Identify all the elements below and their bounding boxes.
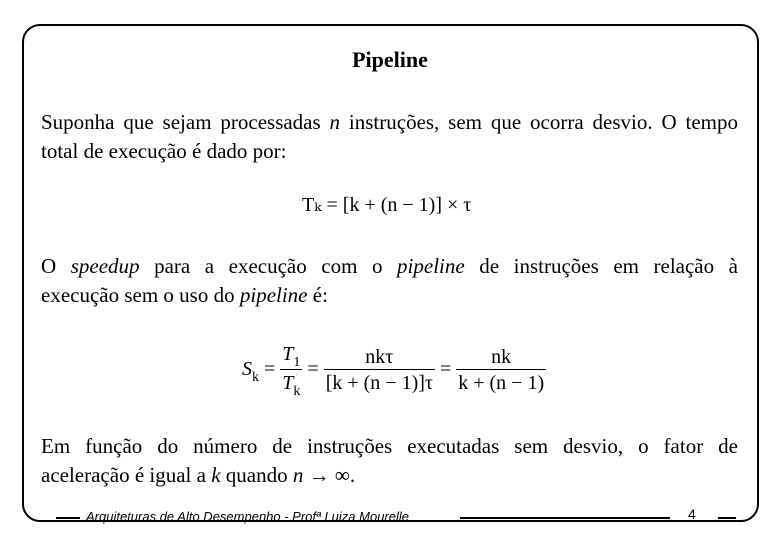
para3-var-k: k (211, 463, 221, 487)
para2-pipeline-1: pipeline (397, 254, 465, 278)
paragraph-3-line-1: Em função do número de instruções executadas sem desvio, o fator de (41, 434, 738, 458)
para3-text-b: aceleração é igual a (41, 463, 212, 487)
para1-text-b: instruções, sem que ocorra desvio. O tempo total de execução é dado por: (41, 110, 738, 163)
slide-title: Pipeline (352, 47, 428, 72)
equation-speedup: $S_k$ = $\frac{T_1}{T_k}$ = $\frac{\text{nkτ}}{[k + (n - 1)]\tau}$ = $\frac{nk}{k + (n - 1)}$ (242, 343, 545, 399)
footer-divider-right (718, 517, 736, 519)
para2-pipeline-2: pipeline (239, 283, 308, 307)
para3-var-n: n (292, 463, 304, 487)
para3-text-c: quando (220, 463, 293, 487)
paragraph-3-line-2 (41, 461, 738, 490)
page-number: 4 (688, 506, 696, 522)
eq2-f3-num: nk (491, 346, 512, 368)
para1-text-a: Suponha que sejam processadas (41, 110, 330, 134)
footer-text: Arquiteturas de Alto Desempenho - Profª Luiza Mourelle (86, 509, 409, 524)
eq2-f3-den: k + (n − 1) (456, 369, 546, 396)
eq2-f1-num-sub: 1 (293, 355, 301, 370)
equation-total-time: Tₖ = [k + (n − 1)] × τ (302, 194, 472, 216)
paragraph-1 (41, 108, 738, 166)
para2-text-d: execução sem o uso do (41, 283, 240, 307)
para2-text-a: O (41, 254, 71, 278)
eq2-fraction-1 (280, 342, 302, 399)
eq2-f2-num: nkτ (365, 346, 394, 368)
eq2-f1-num: T (282, 343, 294, 365)
eq2-lhs-sub: k (252, 370, 259, 386)
eq2-f1-den-sub: k (293, 384, 301, 399)
para2-text-e: é: (307, 283, 328, 307)
eq2-fraction-2 (324, 345, 435, 396)
para2-text-c: de instruções em relação à (464, 254, 738, 278)
footer-divider-left (56, 517, 80, 519)
eq2-fraction-3 (456, 345, 546, 396)
para1-var-n: n (329, 110, 341, 134)
paragraph-2-line-1 (41, 252, 738, 281)
eq2-f2-den: [k + (n − 1)]τ (324, 369, 435, 396)
eq2-lhs: S (242, 358, 252, 381)
para2-speedup: speedup (70, 254, 140, 278)
paragraph-2-line-2 (41, 281, 738, 310)
para3-text-d: → ∞. (303, 463, 356, 487)
footer-divider-middle (460, 517, 670, 519)
para2-text-b: para a execução com o (139, 254, 398, 278)
eq2-f1-den: T (282, 372, 294, 394)
